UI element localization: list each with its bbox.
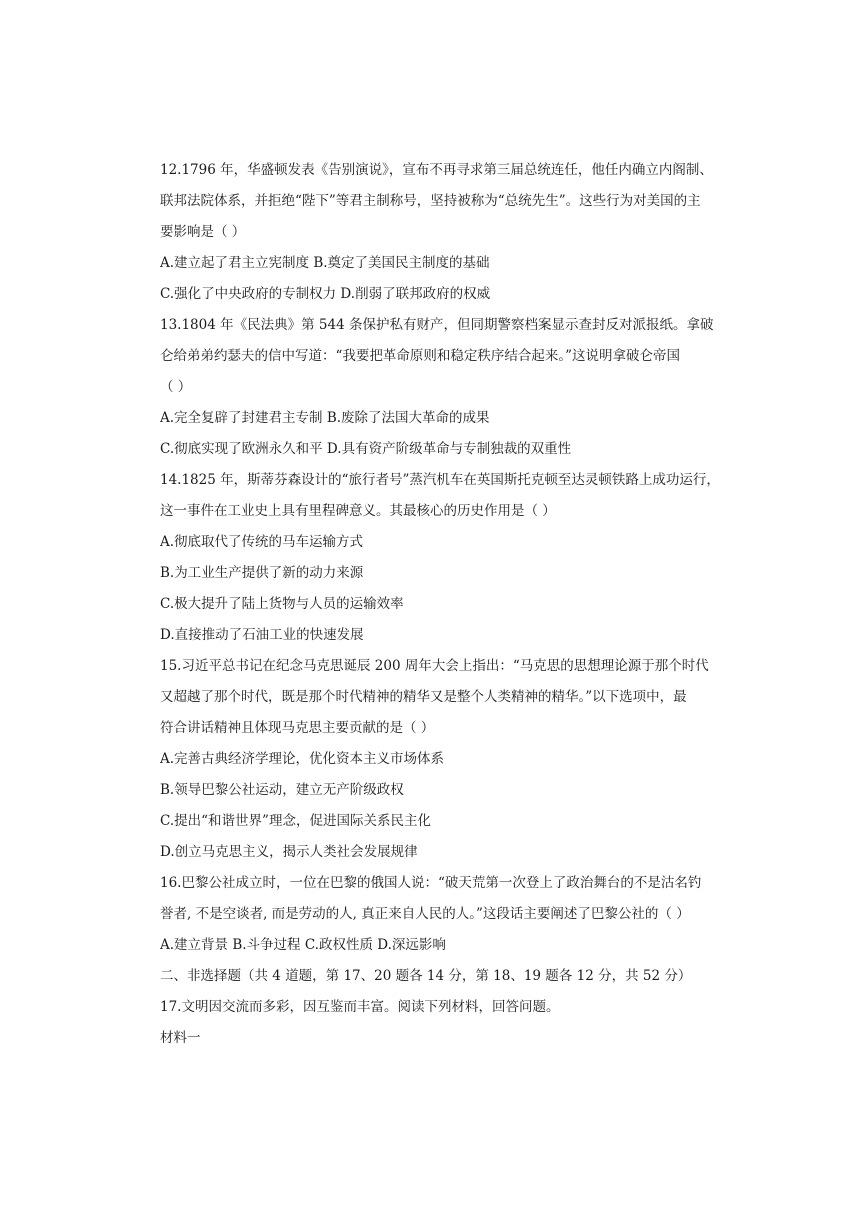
option-line-q15-a: A.完善古典经济学理论，优化资本主义市场体系: [160, 751, 445, 767]
text-line-q13-2: 仑给弟弟约瑟夫的信中写道：“我要把革命原则和稳定秩序结合起来。”这说明拿破仑帝国: [160, 348, 681, 364]
text-line-q12-2: 联邦法院体系，并拒绝“陛下”等君主制称号，坚持被称为“总统先生”。这些行为对美国的主: [160, 193, 701, 209]
section-heading-non-choice: 二、非选择题（共 4 道题，第 17、20 题各 14 分，第 18、19 题各 12 分，共 52 分）: [160, 968, 692, 984]
text-line-q15-3: 符合讲话精神且体现马克思主要贡献的是（ ）: [160, 720, 435, 736]
option-line-q15-b: B.领导巴黎公社运动，建立无产阶级政权: [160, 782, 404, 798]
text-line-q17-1: 17.文明因交流而多彩，因互鉴而丰富。阅读下列材料，回答问题。: [160, 999, 560, 1015]
text-line-q16-2: 誉者, 不是空谈者, 而是劳动的人, 真正来自人民的人。”这段话主要阐述了巴黎公社的（ ）: [160, 906, 690, 922]
option-line-q13-ab: A.完全复辟了封建君主专制 B.废除了法国大革命的成果: [160, 410, 490, 426]
option-line-q13-cd: C.彻底实现了欧洲永久和平 D.具有资产阶级革命与专制独裁的双重性: [160, 441, 572, 457]
text-line-q12-3: 要影响是（ ）: [160, 224, 246, 240]
material-label: 材料一: [160, 1030, 201, 1046]
option-line-q15-c: C.提出“和谐世界”理念，促进国际关系民主化: [160, 813, 431, 829]
text-line-q14-2: 这一事件在工业史上具有里程碑意义。其最核心的历史作用是（ ）: [160, 503, 556, 519]
option-line-q16: A.建立背景 B.斗争过程 C.政权性质 D.深远影响: [160, 937, 446, 953]
option-line-q14-a: A.彻底取代了传统的马车运输方式: [160, 534, 364, 550]
text-line-q15-2: 又超越了那个时代，既是那个时代精神的精华又是整个人类精神的精华。”以下选项中，最: [160, 689, 687, 705]
text-line-q13-1: 13.1804 年《民法典》第 544 条保护私有财产，但同期警察档案显示查封反对派报纸。拿破: [160, 317, 714, 333]
text-line-q15-1: 15.习近平总书记在纪念马克思诞辰 200 周年大会上指出：“马克思的思想理论源于那个时代: [160, 658, 709, 674]
option-line-q12-ab: A.建立起了君主立宪制度 B.奠定了美国民主制度的基础: [160, 255, 490, 271]
option-line-q12-cd: C.强化了中央政府的专制权力 D.削弱了联邦政府的权威: [160, 286, 491, 302]
option-line-q14-b: B.为工业生产提供了新的动力来源: [160, 565, 364, 581]
text-line-q16-1: 16.巴黎公社成立时，一位在巴黎的俄国人说：“破天荒第一次登上了政治舞台的不是沽名钓: [160, 875, 702, 891]
option-line-q14-c: C.极大提升了陆上货物与人员的运输效率: [160, 596, 404, 612]
text-line-q13-3: （ ）: [160, 379, 192, 395]
option-line-q14-d: D.直接推动了石油工业的快速发展: [160, 627, 364, 643]
text-line-q12-1: 12.1796 年，华盛顿发表《告别演说》，宣布不再寻求第三届总统连任，他任内确立内阁制、: [160, 162, 713, 178]
text-line-q14-1: 14.1825 年，斯蒂芬森设计的“旅行者号”蒸汽机车在英国斯托克顿至达灵顿铁路上成功运行，: [160, 472, 720, 488]
option-line-q15-d: D.创立马克思主义，揭示人类社会发展规律: [160, 844, 418, 860]
